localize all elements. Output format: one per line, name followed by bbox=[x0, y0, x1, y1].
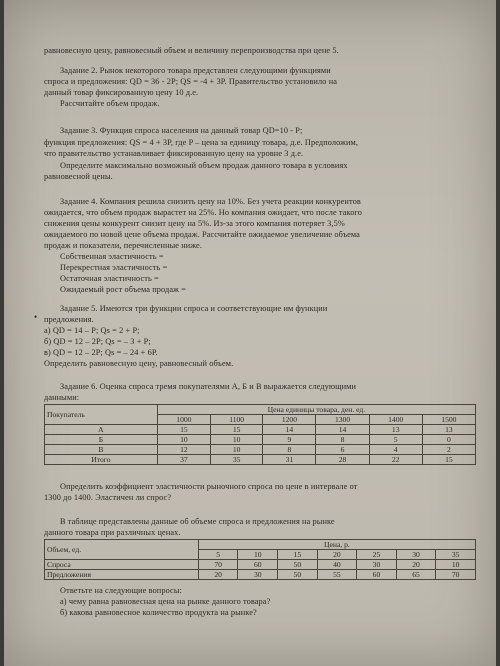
table-cell: 15 bbox=[422, 455, 475, 465]
price-header-cell: 15 bbox=[278, 550, 318, 560]
text-line: б) QD = 12 – 2P; Qs = – 3 + P; bbox=[44, 337, 151, 346]
demand-table-buyers bbox=[44, 404, 476, 465]
table-cell: 0 bbox=[422, 435, 475, 445]
row-label-cell: Итого bbox=[45, 455, 158, 465]
table-cell: 40 bbox=[317, 560, 357, 570]
table-cell: 10 bbox=[210, 435, 262, 445]
row-label-cell: А bbox=[45, 425, 158, 435]
price-header-cell: 1400 bbox=[369, 415, 422, 425]
table-cell: 13 bbox=[369, 425, 422, 435]
text-line: продаж и показатели, перечисленные ниже. bbox=[44, 241, 203, 250]
question-b: б) какова равновесное количество продукта на рынке? bbox=[60, 608, 257, 617]
table-cell: 8 bbox=[263, 445, 316, 455]
table-cell: 4 bbox=[369, 445, 422, 455]
price-header-cell: 1000 bbox=[157, 415, 210, 425]
table-cell: 6 bbox=[316, 445, 369, 455]
text-line: равновесной цены. bbox=[44, 172, 113, 181]
task-5-heading: Задание 5. Имеются три функции спроса и соответствующие им функции bbox=[60, 304, 328, 313]
table-cell: 35 bbox=[210, 455, 262, 465]
price-header-cell: 1100 bbox=[210, 415, 262, 425]
table-cell: 15 bbox=[210, 425, 262, 435]
text-line: 1300 до 1400. Эластичен ли спрос? bbox=[44, 493, 172, 502]
text-line: данный товар фиксированную цену 10 д.е. bbox=[44, 88, 199, 97]
text-line: Перекрестная эластичность = bbox=[60, 263, 168, 272]
table-row bbox=[45, 560, 476, 570]
bullet-mark: • bbox=[34, 312, 38, 322]
text-line: ожидается, что объем продаж вырастет на 25%. Но компания ожидает, что после такого bbox=[44, 208, 363, 217]
price-header-cell: 20 bbox=[317, 550, 357, 560]
task-2-heading: Задание 2. Рынок некоторого товара представлен следующими функциями bbox=[60, 66, 331, 75]
text-line: Собственная эластичность = bbox=[60, 252, 164, 261]
table-row bbox=[45, 445, 476, 455]
table-cell: 5 bbox=[369, 435, 422, 445]
text-line: спроса и предложения: QD = 36 - 2P; QS = -4 + 3P. Правительство установило на bbox=[44, 77, 338, 86]
row-label-cell: В bbox=[45, 445, 158, 455]
table-cell: 70 bbox=[198, 560, 238, 570]
table-cell: 31 bbox=[263, 455, 316, 465]
row-label-cell: Спроса bbox=[45, 560, 199, 570]
text-line: данного товара при различных ценах. bbox=[44, 528, 181, 537]
table-cell: 20 bbox=[396, 560, 436, 570]
table-cell: 10 bbox=[210, 445, 262, 455]
text-line: Ожидаемый рост объема продаж = bbox=[60, 285, 186, 294]
table-cell: 50 bbox=[278, 570, 318, 580]
table-corner-cell: Покупатель bbox=[45, 405, 158, 425]
text-line: в) QD = 12 – 2P; Qs = – 24 + 6P. bbox=[44, 348, 158, 357]
question-a: а) чему равна равновесная цена на рынке данного товара? bbox=[60, 597, 271, 606]
table-cell: 37 bbox=[157, 455, 210, 465]
table-cell: 20 bbox=[198, 570, 238, 580]
text-line: предложения. bbox=[44, 315, 94, 324]
table-cell: 60 bbox=[357, 570, 397, 580]
price-header-cell: 5 bbox=[198, 550, 238, 560]
text-line: а) QD = 14 – P; Qs = 2 + P; bbox=[44, 326, 140, 335]
task-4-heading: Задание 4. Компания решила снизить цену на 10%. Без учета реакции конкурентов bbox=[60, 197, 361, 206]
text-line: функция предложения: QS = 4 + 3P, где P – цена за единицу товара, д.е. Предположим, bbox=[44, 138, 359, 147]
text-line: равновесную цену, равновесный объем и величину перепроизводства при цене 5. bbox=[44, 46, 339, 55]
row-label-cell: Предложения bbox=[45, 570, 199, 580]
table-cell: 15 bbox=[157, 425, 210, 435]
table-corner-cell: Объем, ед. bbox=[45, 540, 199, 560]
price-header-cell: 10 bbox=[238, 550, 278, 560]
table-cell: 14 bbox=[316, 425, 369, 435]
task-6-heading: Задание 6. Оценка спроса тремя покупателями А, Б и В выражается следующими bbox=[60, 382, 357, 391]
supply-demand-table bbox=[44, 539, 476, 580]
text-line: Определить коэффициент эластичности рыночного спроса по цене в интервале от bbox=[60, 482, 358, 491]
text-line: Остаточная эластичность = bbox=[60, 274, 159, 283]
text-line: что правительство устанавливает фиксированную цену на уровне 3 д.е. bbox=[44, 149, 304, 158]
table-cell: 8 bbox=[316, 435, 369, 445]
table-cell: 10 bbox=[436, 560, 476, 570]
table-cell: 14 bbox=[263, 425, 316, 435]
table-cell: 70 bbox=[436, 570, 476, 580]
row-label-cell: Б bbox=[45, 435, 158, 445]
table-cell: 28 bbox=[316, 455, 369, 465]
price-header-cell: 1500 bbox=[422, 415, 475, 425]
task-3-heading: Задание 3. Функция спроса населения на данный товар QD=10 - P; bbox=[60, 126, 303, 135]
table-cell: 65 bbox=[396, 570, 436, 580]
text-line: Определите максимально возможный объем продаж данного товара в условиях bbox=[60, 161, 348, 170]
price-header-cell: 30 bbox=[396, 550, 436, 560]
table-cell: 55 bbox=[317, 570, 357, 580]
text-line: Рассчитайте объем продаж. bbox=[60, 99, 160, 108]
questions-heading: Ответьте на следующие вопросы: bbox=[60, 586, 182, 595]
table-cell: 12 bbox=[157, 445, 210, 455]
table-row bbox=[45, 425, 476, 435]
text-line: ожидаемого по новой цене объема продаж. Рассчитайте ожидаемое увеличение объема bbox=[44, 230, 360, 239]
text-line: данными: bbox=[44, 393, 80, 402]
table-cell: 30 bbox=[357, 560, 397, 570]
table-row bbox=[45, 435, 476, 445]
table-group-header: Цена единицы товара, ден. ед. bbox=[157, 405, 475, 415]
table-cell: 13 bbox=[422, 425, 475, 435]
price-header-cell: 1200 bbox=[263, 415, 316, 425]
table-row bbox=[45, 455, 476, 465]
table-cell: 60 bbox=[238, 560, 278, 570]
table-cell: 22 bbox=[369, 455, 422, 465]
table-cell: 50 bbox=[278, 560, 318, 570]
price-header-cell: 35 bbox=[436, 550, 476, 560]
price-header-cell: 25 bbox=[357, 550, 397, 560]
table-cell: 30 bbox=[238, 570, 278, 580]
table-row bbox=[45, 570, 476, 580]
table-2-intro: В таблице представлены данные об объеме спроса и предложения на рынке bbox=[60, 517, 335, 526]
table-group-header: Цена, р. bbox=[198, 540, 475, 550]
table-cell: 10 bbox=[157, 435, 210, 445]
text-line: снижения цены конкурент снизит цену на 5%. Из-за этого компания потеряет 3,5% bbox=[44, 219, 345, 228]
table-cell: 9 bbox=[263, 435, 316, 445]
price-header-cell: 1300 bbox=[316, 415, 369, 425]
document-page bbox=[4, 0, 496, 666]
text-line: Определить равновесную цену, равновесный объем. bbox=[44, 359, 234, 368]
table-cell: 2 bbox=[422, 445, 475, 455]
